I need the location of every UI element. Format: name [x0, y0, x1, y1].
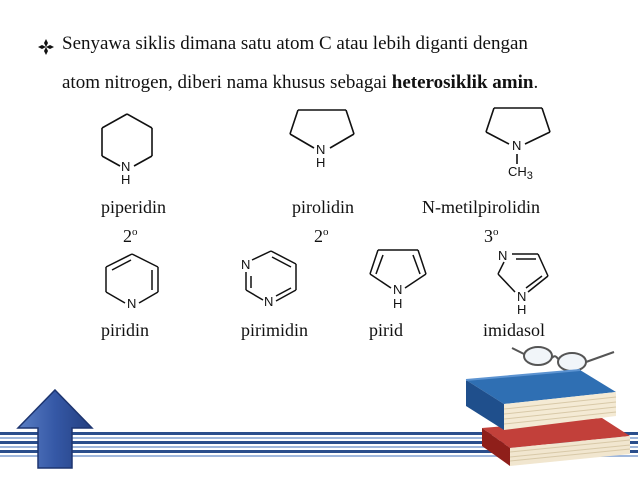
bullet-text-end: . [533, 72, 539, 93]
degree-sup: o [132, 226, 138, 238]
label-pirolidin: pirolidin [292, 197, 354, 217]
atom-n: N [517, 289, 527, 304]
degree-piperidin [123, 226, 138, 247]
atom-n: N [498, 248, 508, 263]
atom-ch [508, 164, 533, 182]
structure-pirimidin [236, 248, 306, 310]
degree-sup: o [493, 226, 499, 238]
structure-pirolidin [284, 104, 360, 174]
up-arrow-icon[interactable] [16, 388, 94, 470]
bullet-text-bold: heterosiklik amin [391, 72, 534, 93]
bullet-text-line2 [62, 72, 538, 94]
atom-ch-text: CH [508, 164, 527, 179]
bullet-text-line1: Senyawa siklis dimana satu atom C atau lebih diganti dengan [62, 33, 528, 54]
atom-n: N [264, 294, 274, 309]
degree-value: 3 [484, 226, 493, 246]
label-piridin: piridin [101, 320, 149, 340]
atom-h: H [121, 172, 131, 186]
atom-n: N [512, 138, 522, 153]
books-with-glasses [452, 340, 638, 472]
bullet-text-normal: atom nitrogen, diberi nama khusus sebagai [62, 72, 392, 93]
atom-n: N [241, 257, 251, 272]
atom-subscript: 3 [526, 170, 533, 182]
structure-piridin [98, 250, 166, 312]
atom-h: H [393, 296, 403, 311]
watermark: fppt.com [585, 464, 632, 476]
structure-n-metilpirolidin [480, 102, 560, 182]
atom-n: N [393, 282, 403, 297]
label-pirimidin: pirimidin [241, 320, 308, 340]
atom-n: N [127, 296, 137, 311]
label-n-metilpirolidin: N-metilpirolidin [422, 197, 540, 217]
label-piperidin: piperidin [101, 197, 166, 217]
degree-value: 2 [314, 226, 323, 246]
diamond-bullet-icon [38, 39, 54, 55]
label-imidasol: imidasol [483, 320, 545, 340]
degree-sup: o [323, 226, 329, 238]
atom-h: H [316, 155, 326, 170]
structure-imidasol [490, 244, 556, 316]
structure-piperidin [88, 108, 168, 186]
structure-pirid [364, 244, 432, 312]
atom-h: H [517, 302, 527, 316]
degree-value: 2 [123, 226, 132, 246]
degree-pirolidin [314, 226, 329, 247]
label-pirid: pirid [369, 320, 403, 340]
atom-n: N [121, 159, 131, 174]
atom-n: N [316, 142, 326, 157]
